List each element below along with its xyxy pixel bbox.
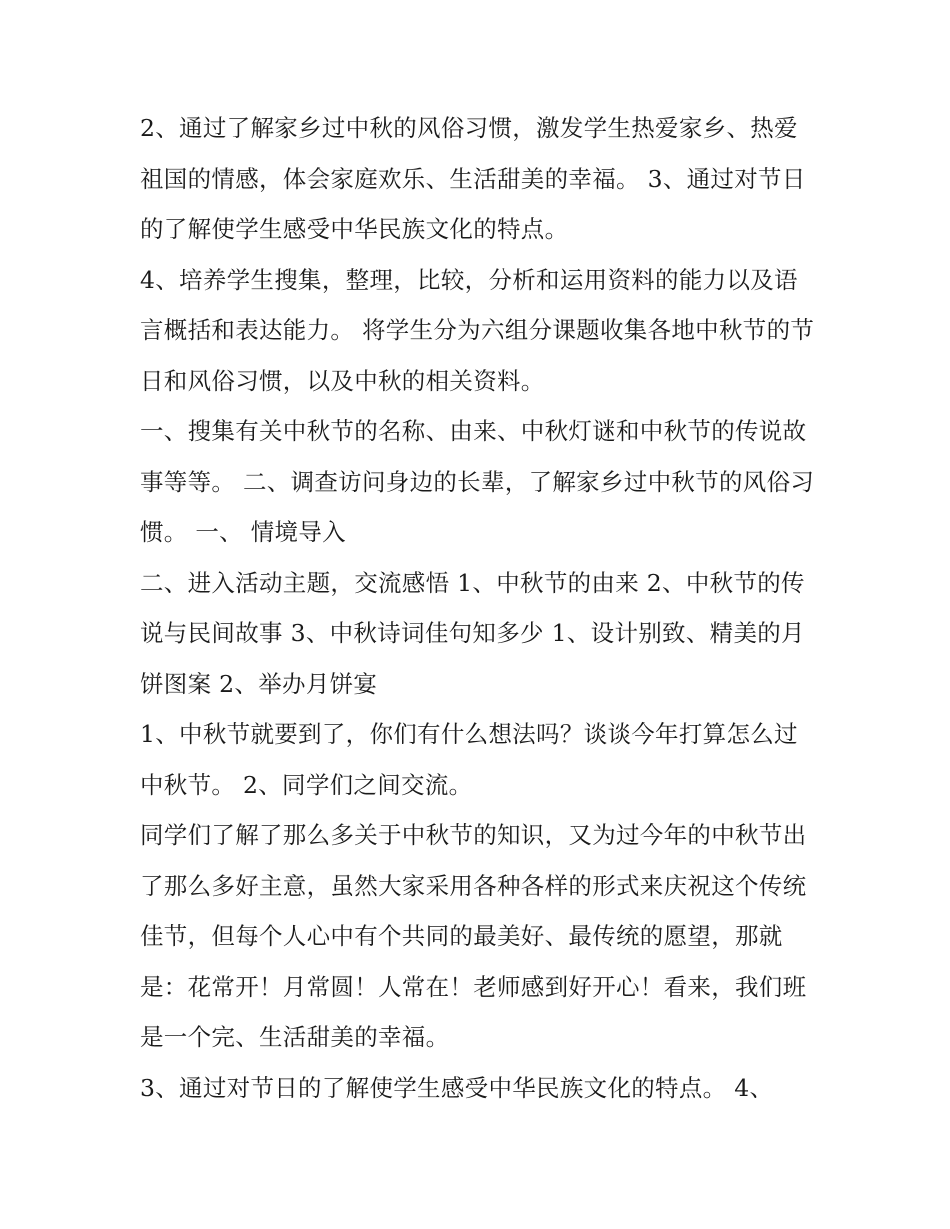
paragraph-6: 同学们了解了那么多关于中秋节的知识，又为过今年的中秋节出了那么多好主意，虽然大家采用各种各样的形式来庆祝这个传统佳节，但每个人心中有个共同的最美好、最传统的愿望，那就是：花常开！月常圆！人常在！老师感到好开心！看来，我们班是一个完、生活甜美的幸福。	[140, 821, 807, 1051]
paragraph-5: 1、中秋节就要到了，你们有什么想法吗？谈谈今年打算怎么过中秋节。 2、同学们之间交流。	[140, 720, 798, 799]
paragraph-2: 4、培养学生搜集，整理，比较，分析和运用资料的能力以及语言概括和表达能力。 将学生分为六组分课题收集各地中秋节的节日和风俗习惯，以及中秋的相关资料。	[140, 265, 815, 395]
document-body	[140, 103, 820, 1113]
paragraph-3: 一、搜集有关中秋节的名称、由来、中秋灯谜和中秋节的传说故事等等。 二、调查访问身边的长辈，了解家乡过中秋节的风俗习惯。 一、 情境导入	[140, 417, 815, 546]
paragraph-7: 3、通过对节日的了解使学生感受中华民族文化的特点。 4、	[140, 1073, 774, 1102]
paragraph-1: 2、通过了解家乡过中秋的风俗习惯，激发学生热爱家乡、热爱祖国的情感，体会家庭欢乐、生活甜美的幸福。 3、通过对节日的了解使学生感受中华民族文化的特点。	[140, 114, 806, 243]
paragraph-4: 二、进入活动主题，交流感悟 1、中秋节的由来 2、中秋节的传说与民间故事 3、中秋诗词佳句知多少 1、设计别致、精美的月饼图案 2、举办月饼宴	[140, 568, 805, 698]
